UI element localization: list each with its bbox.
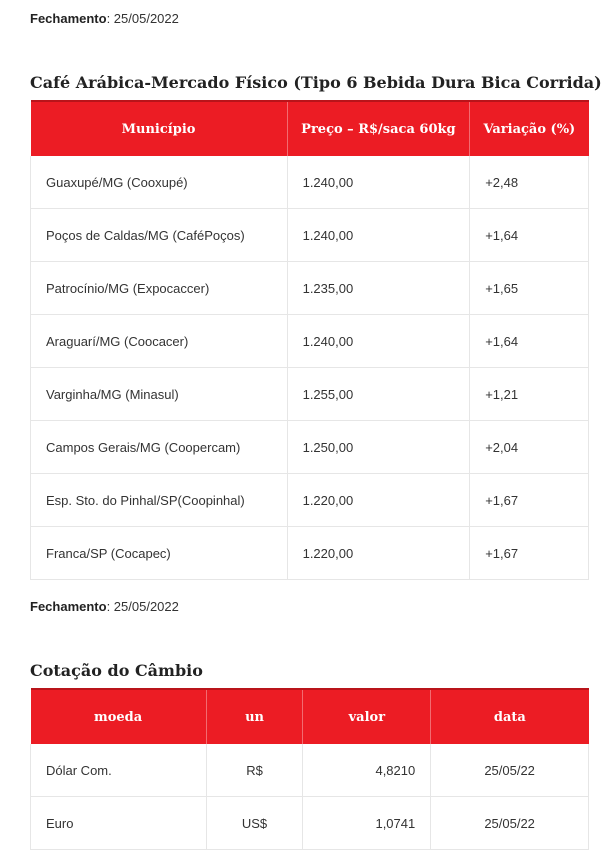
cell-variacao: +1,64 xyxy=(470,209,589,262)
cell-preco: 1.235,00 xyxy=(287,262,470,315)
cell-preco: 1.240,00 xyxy=(287,315,470,368)
table-row xyxy=(31,368,589,421)
cell-variacao: +2,04 xyxy=(470,421,589,474)
cell-preco: 1.220,00 xyxy=(287,527,470,580)
closing-value: : 25/05/2022 xyxy=(106,11,179,26)
cell-variacao: +1,21 xyxy=(470,368,589,421)
cell-un: R$ xyxy=(206,744,303,797)
table-row xyxy=(31,209,589,262)
cell-moeda: Euro xyxy=(31,797,207,850)
cell-preco: 1.250,00 xyxy=(287,421,470,474)
cell-data: 25/05/22 xyxy=(431,744,589,797)
cell-variacao: +1,65 xyxy=(470,262,589,315)
table-row xyxy=(31,421,589,474)
header-valor: valor xyxy=(303,689,431,744)
exchange-section-title: Cotação do Câmbio xyxy=(30,661,203,680)
table-header-row xyxy=(31,101,589,156)
cell-municipio: Patrocínio/MG (Expocaccer) xyxy=(31,262,288,315)
table-row xyxy=(31,744,589,797)
header-moeda: moeda xyxy=(31,689,207,744)
cell-preco: 1.220,00 xyxy=(287,474,470,527)
table-row xyxy=(31,156,589,209)
cell-variacao: +1,64 xyxy=(470,315,589,368)
closing-label: Fechamento xyxy=(30,11,107,26)
table-header-row xyxy=(31,689,589,744)
cell-preco: 1.240,00 xyxy=(287,156,470,209)
header-preco: Preço – R$/saca 60kg xyxy=(287,101,470,156)
cell-valor: 1,0741 xyxy=(303,797,431,850)
coffee-price-table xyxy=(30,100,589,580)
header-variacao: Variação (%) xyxy=(483,121,576,137)
header-data: data xyxy=(493,709,526,725)
header-municipio: Município xyxy=(31,101,288,156)
closing-date-mid xyxy=(30,599,179,614)
closing-label: Fechamento xyxy=(30,599,107,614)
cell-variacao: +1,67 xyxy=(470,527,589,580)
cell-variacao: +2,48 xyxy=(470,156,589,209)
cell-municipio: Varginha/MG (Minasul) xyxy=(31,368,288,421)
cell-preco: 1.240,00 xyxy=(287,209,470,262)
closing-date-top xyxy=(30,11,179,26)
cell-municipio: Poços de Caldas/MG (CaféPoços) xyxy=(31,209,288,262)
cell-moeda: Dólar Com. xyxy=(31,744,207,797)
table-row xyxy=(31,527,589,580)
table-row xyxy=(31,797,589,850)
closing-value: : 25/05/2022 xyxy=(106,599,179,614)
cell-un: US$ xyxy=(206,797,303,850)
cell-data: 25/05/22 xyxy=(431,797,589,850)
coffee-section-title: Café Arábica-Mercado Físico (Tipo 6 Bebida Dura Bica Corrida) xyxy=(30,73,602,92)
cell-valor: 4,8210 xyxy=(303,744,431,797)
exchange-rate-table xyxy=(30,688,589,850)
cell-municipio: Campos Gerais/MG (Coopercam) xyxy=(31,421,288,474)
cell-municipio: Franca/SP (Cocapec) xyxy=(31,527,288,580)
table-row xyxy=(31,315,589,368)
table-row xyxy=(31,474,589,527)
cell-municipio: Guaxupé/MG (Cooxupé) xyxy=(31,156,288,209)
cell-variacao: +1,67 xyxy=(470,474,589,527)
cell-municipio: Esp. Sto. do Pinhal/SP(Coopinhal) xyxy=(31,474,288,527)
table-row xyxy=(31,262,589,315)
cell-preco: 1.255,00 xyxy=(287,368,470,421)
cell-municipio: Araguarí/MG (Coocacer) xyxy=(31,315,288,368)
header-un: un xyxy=(206,689,303,744)
